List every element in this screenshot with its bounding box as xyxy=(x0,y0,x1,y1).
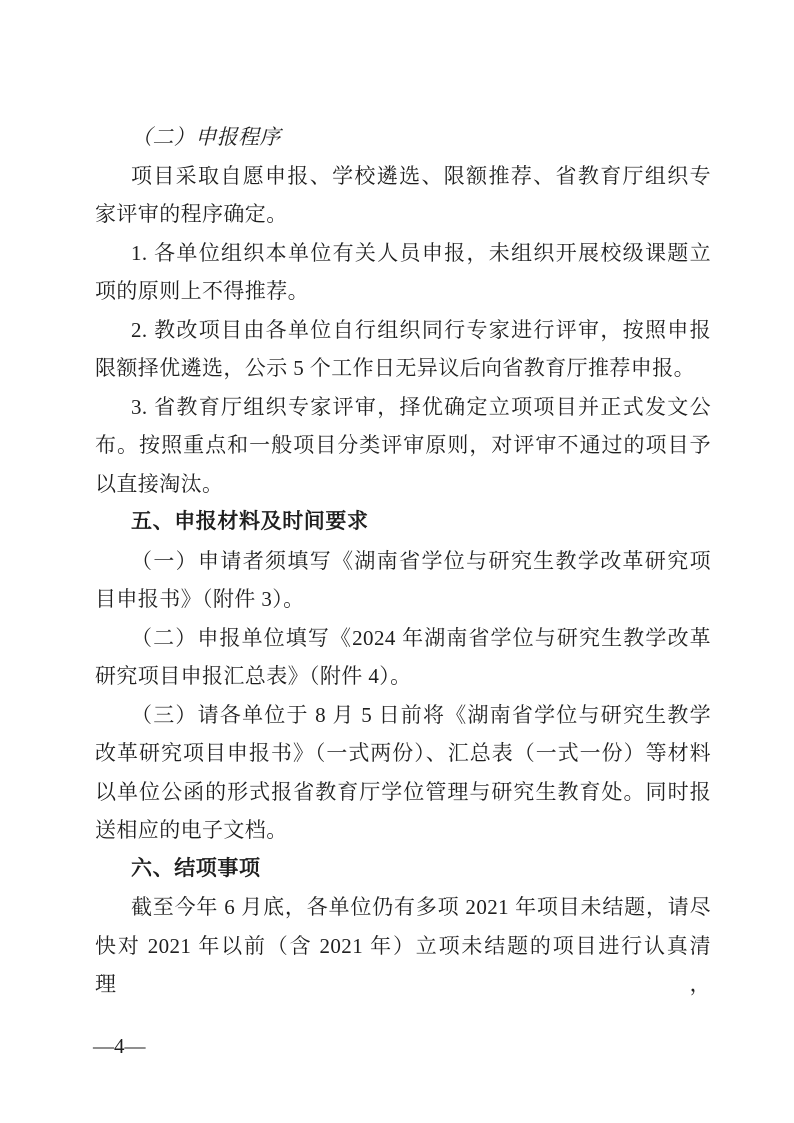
body-text-line: 限额择优遴选，公示 5 个工作日无异议后向省教育厅推荐申报。 xyxy=(95,356,695,380)
body-text-line: 以直接淘汰。 xyxy=(95,471,224,496)
document-body xyxy=(95,118,711,996)
body-text-line: （一）申请者须填写《湖南省学位与研究生教学改革研究项 xyxy=(131,548,711,573)
body-text-line: 布。按照重点和一般项目分类评审原则，对评审不通过的项目予 xyxy=(95,433,711,457)
section-heading-bold: 六、结项事项 xyxy=(131,856,261,880)
body-text-line: 改革研究项目申报书》（一式两份）、汇总表（一式一份）等材料 xyxy=(95,741,711,765)
body-text-line: （二）申报单位填写《2024 年湖南省学位与研究生教学改革 xyxy=(131,625,711,650)
body-text-line: 以单位公函的形式报省教育厅学位管理与研究生教育处。同时报 xyxy=(95,779,711,804)
body-text-line: （三）请各单位于 8 月 5 日前将《湖南省学位与研究生教学 xyxy=(131,702,711,727)
body-text-line: 目申报书》（附件 3）。 xyxy=(95,587,305,611)
body-text-line: 快对 2021 年以前（含 2021 年）立项未结题的项目进行认真清理， xyxy=(95,933,711,996)
body-text-line: 1. 各单位组织本单位有关人员申报，未组织开展校级课题立 xyxy=(131,240,711,265)
body-text-line: 3. 省教育厅组织专家评审，择优确定立项项目并正式发文公 xyxy=(131,394,711,419)
body-text-line: 送相应的电子文档。 xyxy=(95,818,288,842)
body-text-line: 截至今年 6 月底，各单位仍有多项 2021 年项目未结题，请尽 xyxy=(131,895,711,919)
body-text-line: 家评审的程序确定。 xyxy=(95,202,288,226)
sub-section-heading: （二）申报程序 xyxy=(131,125,281,149)
body-text-line: 研究项目申报汇总表》（附件 4）。 xyxy=(95,664,412,688)
section-heading-bold: 五、申报材料及时间要求 xyxy=(131,510,369,533)
body-text-line: 项目采取自愿申报、学校遴选、限额推荐、省教育厅组织专 xyxy=(131,163,711,188)
page-number: —4— xyxy=(93,1034,146,1058)
body-text-line: 2. 教改项目由各单位自行组织同行专家进行评审，按照申报 xyxy=(131,317,711,342)
body-text-line: 项的原则上不得推荐。 xyxy=(95,279,309,303)
